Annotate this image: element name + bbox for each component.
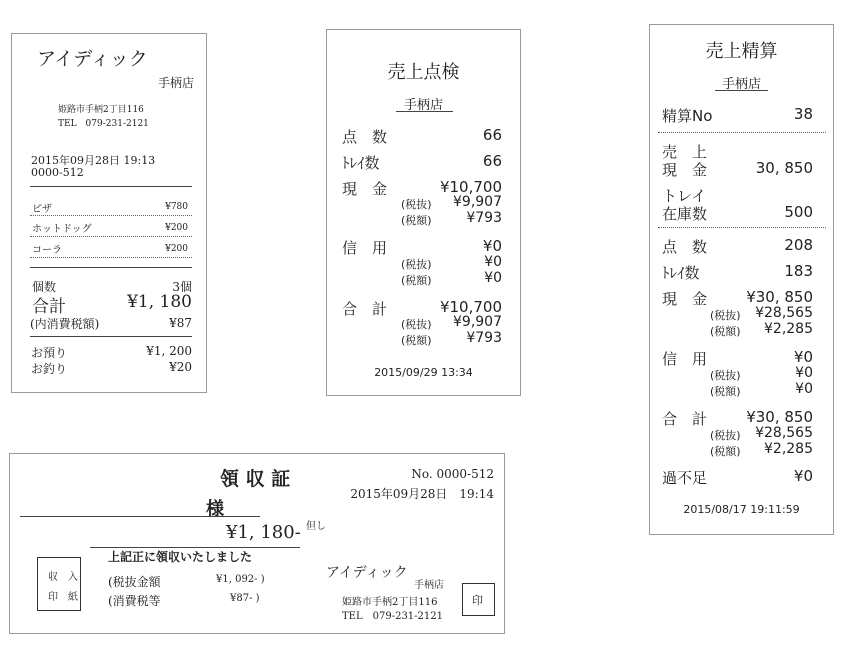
cash-excl-label: (税抜)	[401, 198, 432, 211]
store-address: 姫路市手柄2丁目116	[342, 597, 438, 608]
deposit-value: ¥1, 200	[146, 344, 192, 358]
divider	[30, 267, 192, 268]
sum-excl-label: (税抜)	[401, 318, 432, 331]
trays-value: 183	[784, 262, 813, 280]
receipt-number: No. 0000-512	[411, 467, 494, 481]
credit-value: ¥0	[482, 237, 502, 255]
sales-label-1: 売 上	[662, 143, 708, 161]
receipt-amount: ¥1, 180-	[226, 522, 301, 543]
honorific: 様	[206, 499, 224, 520]
settle-no-value: 38	[793, 105, 813, 123]
receipt-number: 0000-512	[31, 166, 84, 179]
report-datetime: 2015/09/29 13:34	[374, 366, 473, 379]
divider	[30, 336, 192, 337]
store-name: アイディック	[326, 565, 408, 581]
tray-stock-label-1: トレイ	[662, 187, 707, 205]
trays-label: ﾄﾚｲ数	[662, 264, 700, 282]
points-value: 208	[784, 236, 813, 254]
divider	[30, 186, 192, 187]
deposit-label: お預り	[31, 346, 68, 360]
store-tel: TEL 079-231-2121	[342, 611, 443, 622]
branch-name: 手柄店	[403, 98, 443, 113]
cash-excl-value: ¥28,565	[755, 305, 813, 321]
tray-stock-value: 500	[784, 203, 813, 221]
credit-excl-label: (税抜)	[710, 369, 741, 382]
cash-excl-value: ¥9,907	[453, 194, 502, 210]
store-tel: TEL 079-231-2121	[58, 119, 149, 129]
points-label: 点 数	[662, 238, 708, 256]
item-underline	[30, 257, 192, 258]
stamp-box-line2: 印 紙	[48, 592, 78, 603]
count-label: 個数	[32, 280, 57, 294]
change-label: お釣り	[31, 362, 68, 376]
item-name: コーラ	[32, 245, 62, 256]
count-value: 3個	[172, 280, 192, 294]
credit-excl-label: (税抜)	[401, 258, 432, 271]
diff-label: 過不足	[662, 469, 708, 487]
tadashi-label: 但し	[306, 521, 326, 532]
sales-label-2: 現 金	[662, 161, 708, 179]
cash-tax-label: (税額)	[710, 325, 741, 338]
receipt-sales-settlement	[649, 24, 834, 535]
tax-value: ¥87	[169, 316, 192, 330]
sum-label: 合 計	[342, 300, 388, 318]
official-receipt	[9, 453, 505, 634]
report-title: 売上精算	[705, 41, 778, 62]
tax-value: ¥87- )	[230, 593, 260, 604]
tax-label: (消費税等	[108, 594, 161, 608]
receipt-store	[11, 33, 207, 393]
branch-name: 手柄店	[414, 580, 444, 591]
addressee-line	[20, 516, 260, 517]
cash-tax-value: ¥793	[466, 210, 502, 226]
sum-tax-label: (税額)	[401, 334, 432, 347]
cash-excl-label: (税抜)	[710, 309, 741, 322]
cash-tax-value: ¥2,285	[764, 321, 813, 337]
receipt-datetime: 2015年09月28日 19:13	[31, 154, 156, 167]
store-name: アイディック	[37, 48, 148, 70]
tax-label: (内消費税額)	[30, 317, 100, 331]
receipt-title: 領 収 証	[220, 468, 291, 490]
credit-tax-value: ¥0	[795, 381, 813, 397]
item-price: ¥780	[165, 202, 188, 212]
divider	[658, 227, 826, 228]
credit-tax-label: (税額)	[401, 274, 432, 287]
credit-excl-value: ¥0	[795, 365, 813, 381]
report-title: 売上点検	[387, 62, 460, 83]
change-value: ¥20	[169, 360, 192, 374]
credit-value: ¥0	[793, 348, 813, 366]
divider	[658, 132, 826, 133]
credit-excl-value: ¥0	[484, 254, 502, 270]
credit-label: 信 用	[342, 239, 388, 257]
cash-tax-label: (税額)	[401, 214, 432, 227]
sum-value: ¥30, 850	[746, 408, 813, 426]
cash-label: 現 金	[342, 180, 388, 198]
credit-label: 信 用	[662, 350, 708, 368]
sum-tax-label: (税額)	[710, 445, 741, 458]
total-label: 合計	[32, 297, 66, 317]
trays-value: 66	[482, 152, 502, 170]
receipt-sales-check	[326, 29, 521, 396]
item-price: ¥200	[165, 244, 188, 254]
received-text: 上記正に領収いたしました	[108, 550, 253, 564]
branch-underline	[396, 111, 453, 112]
branch-name: 手柄店	[721, 77, 761, 92]
sum-excl-value: ¥28,565	[755, 425, 813, 441]
excl-value: ¥1, 092- )	[216, 574, 265, 585]
sum-excl-label: (税抜)	[710, 429, 741, 442]
trays-label: ﾄﾚｲ数	[342, 154, 380, 172]
cash-value: ¥30, 850	[746, 288, 813, 306]
settle-no-label: 精算No	[662, 107, 713, 125]
sum-excl-value: ¥9,907	[453, 314, 502, 330]
receipt-datetime: 2015年09月28日 19:14	[350, 487, 494, 501]
credit-tax-value: ¥0	[484, 270, 502, 286]
branch-name: 手柄店	[157, 76, 194, 90]
sum-value: ¥10,700	[439, 298, 502, 316]
branch-underline	[715, 90, 768, 91]
points-label: 点 数	[342, 128, 388, 146]
item-name: ピザ	[32, 204, 52, 215]
credit-tax-label: (税額)	[710, 385, 741, 398]
sum-label: 合 計	[662, 410, 708, 428]
seal-label: 印	[472, 594, 483, 607]
item-price: ¥200	[165, 223, 188, 233]
item-underline	[30, 236, 192, 237]
excl-label: (税抜金額	[108, 575, 161, 589]
total-value: ¥1, 180	[127, 292, 192, 312]
store-address: 姫路市手柄2丁目116	[58, 105, 144, 115]
item-underline	[30, 215, 192, 216]
cash-label: 現 金	[662, 290, 708, 308]
stamp-box-line1: 収 入	[48, 572, 78, 583]
sum-tax-value: ¥793	[466, 330, 502, 346]
sum-tax-value: ¥2,285	[764, 441, 813, 457]
cash-value: ¥10,700	[439, 178, 502, 196]
diff-value: ¥0	[793, 467, 813, 485]
report-datetime: 2015/08/17 19:11:59	[683, 503, 800, 516]
tray-stock-label-2: 在庫数	[662, 205, 708, 223]
item-name: ホットドッグ	[32, 224, 92, 235]
points-value: 66	[482, 126, 502, 144]
sales-value: 30, 850	[755, 159, 813, 177]
